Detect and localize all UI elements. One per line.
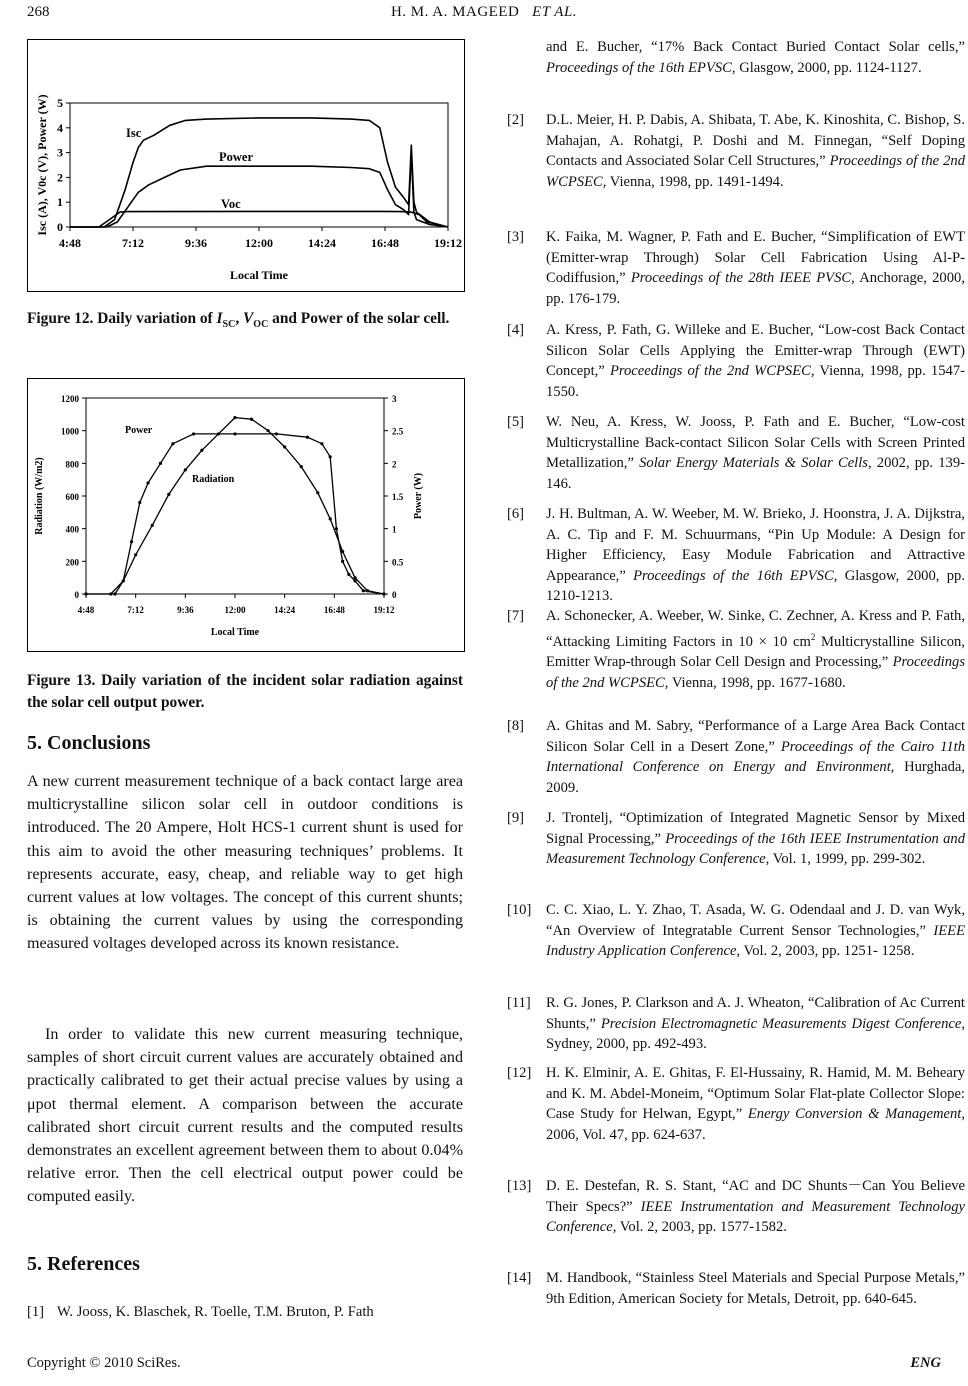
x-tick-label: 4:48 (77, 605, 95, 615)
series-point-power (320, 442, 323, 445)
y-tick-label: 800 (65, 459, 79, 470)
y-tick-label: 3 (57, 145, 63, 160)
x-axis-label: Local Time (210, 627, 260, 638)
figure-13-caption: Figure 13. Daily variation of the incident solar radiation against the solar cell output power. (27, 672, 463, 711)
y-tick-label: 200 (65, 557, 79, 568)
x-tick-label: 14:24 (308, 236, 336, 250)
series-point-radiation (329, 517, 332, 520)
reference-8: [8] A. Ghitas and M. Sabry, “Performance of a Large Area Back Contact Silicon Solar Cell in a Desert Zone,” Proceedings of the Cairo 11th International Conference on Energy and Environment, Hurghada, 2009. (507, 718, 966, 796)
y-right-tick-label: 3 (392, 394, 397, 404)
series-point-radiation (233, 416, 236, 419)
series-point-power (275, 432, 278, 435)
series-point-radiation (341, 550, 344, 553)
page-number: 268 (27, 4, 50, 20)
series-line-voc (70, 211, 448, 227)
reference-5: [5] W. Neu, A. Kress, W. Jooss, P. Fath and E. Bucher, “Low-cost Multicrystalline Back-contact Silicon Solar Cells with Screen Printed Metallization,” Solar Energy Materials & Solar Cells, 2002, pp. 139-146. (507, 414, 965, 492)
series-point-power (347, 573, 350, 576)
x-tick-label: 7:12 (127, 605, 144, 615)
y-right-tick-label: 2 (392, 459, 397, 470)
reference-13: [13] D. E. Destefan, R. S. Stant, “AC and DC Shunts－Can You Believe Their Specs?” IEEE Instrumentation and Measurement Technology Conference, Vol. 2, 2003, pp. 1577-1582. (507, 1178, 966, 1236)
series-point-radiation (151, 524, 154, 527)
x-axis-label: Local Time (230, 268, 288, 282)
reference-7: [7] A. Schonecker, A. Weeber, W. Sinke, C. Zechner, A. Kress and P. Fath, “Attacking Limiting Factors in 10 × 10 $cm^2$ Multicrystalline Silicon, Emitter Wrap-through Solar Cell Design and Processing,” Proceedings of the 2nd WCPSEC, Vienna, 1998, pp. 1677-1680. (507, 608, 965, 691)
y-tick-label: 5 (57, 96, 63, 110)
y-right-tick-label: 0 (392, 590, 397, 600)
x-tick-label: 9:36 (185, 236, 207, 250)
series-point-radiation (122, 579, 125, 582)
series-label-radiation: Radiation (192, 474, 235, 485)
series-point-radiation (267, 429, 270, 432)
conclusions-heading: 5. Conclusions (27, 732, 151, 754)
conclusions-paragraph-1: A new current measurement technique of a back contact large area multicrystalline silicon solar cell in outdoor conditions is introduced. The 20 Ampere, Holt HCS-1 current shunt is used for this aim to avoid the other measuring techniques’ problems. It represents accurate, easy, cheap, and reliable way to get high current values at low voltages. The concept of this current shunts; is obtaining the current values by using the corresponding measured voltages developed across its known resistance. (27, 773, 463, 953)
series-line-power (86, 434, 384, 594)
y-right-tick-label: 0.5 (392, 557, 404, 568)
y-tick-label: 2 (57, 170, 63, 185)
figure-12-chart (28, 40, 464, 291)
figure-13-chart (28, 379, 464, 651)
x-tick-label: 19:12 (373, 605, 395, 615)
series-line-radiation (86, 418, 384, 594)
series-point-radiation (353, 576, 356, 579)
series-point-power (113, 592, 116, 595)
x-tick-label: 12:00 (224, 605, 246, 615)
y-tick-label: 0 (57, 220, 63, 234)
series-point-power (362, 589, 365, 592)
y-axis-label: Radiation (W/m2) (34, 457, 45, 535)
y-right-tick-label: 1.5 (392, 492, 404, 502)
running-title-authors: H. M. A. MAGEED (390, 4, 520, 20)
references-heading: 5. References (27, 1253, 140, 1275)
x-tick-label: 9:36 (177, 605, 194, 615)
reference-3: [3] K. Faika, M. Wagner, P. Fath and E. Bucher, “Simplification of EWT (Emitter-wrap Through) Solar Cell Fabrication Using Al-P-Codiffusion,” Proceedings of the 28th IEEE PVSC, Anchorage, 2000, pp. 176-179. (507, 229, 965, 307)
reference-14: [14] M. Handbook, “Stainless Steel Materials and Special Purpose Metals,” 9th Edition, American Society for Metals, Detroit, pp. 640-645. (507, 1270, 965, 1307)
series-point-radiation (382, 592, 385, 595)
reference-11: [11] R. G. Jones, P. Clarkson and A. J. Wheaton, “Calibration of Ac Current Shunts,” Precision Electromagnetic Measurements Digest Conference, Sydney, 2000, pp. 492-493. (507, 995, 965, 1053)
series-label-isc: Isc (126, 126, 142, 140)
series-point-radiation (200, 449, 203, 452)
copyright-notice: Copyright © 2010 SciRes. (27, 1355, 181, 1371)
running-head (0, 0, 968, 30)
series-line-power (70, 153, 448, 227)
x-tick-label: 12:00 (245, 236, 273, 250)
y-tick-label: 600 (65, 492, 79, 502)
series-point-power (192, 432, 195, 435)
reference-9: [9] J. Trontelj, “Optimization of Integrated Magnetic Sensor by Mixed Signal Processing,” Proceedings of the 16th IEEE Instrumentation and Measurement Technology Conference, Vol. 1, 1999, pp. 299-302. (507, 810, 965, 868)
x-tick-label: 19:12 (434, 236, 462, 250)
reference-2: [2] D.L. Meier, H. P. Dabis, A. Shibata, T. Abe, K. Kinoshita, C. Bishop, S. Mahajan, A. Rohatgi, P. Doshi and M. Finnegan, “Self Doping Contacts and Associated Solar Cell Structures,” Proceedings of the 2nd WCPSEC, Vienna, 1998, pp. 1491-1494. (507, 112, 965, 190)
reference-12: [12] H. K. Elminir, A. E. Ghitas, F. El-Hussainy, R. Hamid, M. M. Beheary and K. M. Abdel-Moneim, “Optimum Solar Flat-plate Collector Slope: Case Study for Helwan, Egypt,” Energy Conversion & Management, 2006, Vol. 47, pp. 624-637. (507, 1065, 965, 1143)
series-point-radiation (316, 491, 319, 494)
running-title (0, 4, 968, 21)
series-point-power (341, 560, 344, 563)
series-point-radiation (167, 493, 170, 496)
reference-1-continued: and E. Bucher, “17% Back Contact Buried Contact Solar cells,” Proceedings of the 16th EPVSC, Glasgow, 2000, pp. 1124-1127. (546, 39, 965, 76)
series-label-power: Power (125, 425, 153, 436)
conclusions-paragraph-2: In order to validate this new current measuring technique, samples of short circuit current values are accurately obtained and practically calibrated to get their actual precise values by using a μpot thermal element. A comparison between the accurate calibrated short circuit current results and the computed results demonstrates an excellent agreement between them to about 0.04% relative error. Then the cell electrical output power could be computed easily. (27, 1026, 463, 1206)
series-point-power (146, 481, 149, 484)
y-right-axis-label: Power (W) (413, 472, 424, 520)
series-point-power (138, 501, 141, 504)
series-point-power (329, 455, 332, 458)
reference-10: [10] C. C. Xiao, L. Y. Zhao, T. Asada, W. G. Odendaal and J. D. van Wyk, “An Overview of Integratable Current Sensor Technologies,” IEEE Industry Application Conference, Vol. 2, 2003, pp. 1251- 1258. (507, 902, 965, 960)
series-point-power (171, 442, 174, 445)
series-point-radiation (134, 553, 137, 556)
figure-13 (27, 378, 465, 652)
series-point-radiation (366, 589, 369, 592)
reference-6: [6] J. H. Bultman, A. W. Weeber, M. W. Brieko, J. Hoonstra, J. A. Dijkstra, A. C. Tip and F. M. Schuurmans, “Pin Up Module: A Design for Higher Efficiency, Easy Module Fabrication and Attractive Appearance,” Proceedings of the 16th EPVSC, Glasgow, 2000, pp. 1210-1213. (507, 506, 965, 605)
series-point-power (233, 432, 236, 435)
x-tick-label: 14:24 (274, 605, 296, 615)
reference-4: [4] A. Kress, P. Fath, G. Willeke and E. Bucher, “Low-cost Back Contact Silicon Solar Cells Applying the Emitter-wrap Through (EWT) Concept,” Proceedings of the 2nd WCPSEC, Vienna, 1998, pp. 1547-1550. (507, 322, 965, 400)
series-point-power (159, 462, 162, 465)
reference-1-start: [1] W. Jooss, K. Blaschek, R. Toelle, T.M. Bruton, P. Fath (27, 1304, 374, 1320)
running-title-etal: ET AL. (532, 4, 578, 20)
y-tick-label: 1200 (61, 394, 79, 404)
series-point-power (335, 527, 338, 530)
series-point-radiation (84, 592, 87, 595)
y-tick-label: 1 (57, 195, 63, 210)
series-point-power (306, 436, 309, 439)
figure-12-caption: Figure 12. Daily variation of $I_{SC}$, $V_{OC}$ and Power of the solar cell. (27, 310, 450, 331)
x-tick-label: 16:48 (371, 236, 399, 250)
y-tick-label: 4 (57, 120, 63, 135)
x-tick-label: 4:48 (59, 236, 81, 250)
series-label-power: Power (219, 150, 254, 164)
series-point-radiation (217, 432, 220, 435)
y-tick-label: 400 (65, 524, 79, 535)
series-point-radiation (109, 592, 112, 595)
y-right-tick-label: 2.5 (392, 426, 404, 437)
footer (0, 1355, 968, 1385)
journal-abbreviation: ENG (910, 1355, 941, 1371)
series-point-radiation (184, 468, 187, 471)
series-point-radiation (283, 445, 286, 448)
series-point-radiation (300, 465, 303, 468)
figure-12 (27, 39, 465, 292)
y-axis-label: Isc (A), V0c (V), Power (W) (35, 94, 49, 236)
series-label-voc: Voc (221, 197, 241, 211)
x-tick-label: 16:48 (323, 605, 345, 615)
y-tick-label: 1000 (61, 426, 79, 437)
series-point-power (130, 540, 133, 543)
series-point-radiation (250, 418, 253, 421)
y-tick-label: 0 (74, 590, 79, 600)
y-right-tick-label: 1 (392, 524, 397, 535)
x-tick-label: 7:12 (122, 236, 144, 250)
